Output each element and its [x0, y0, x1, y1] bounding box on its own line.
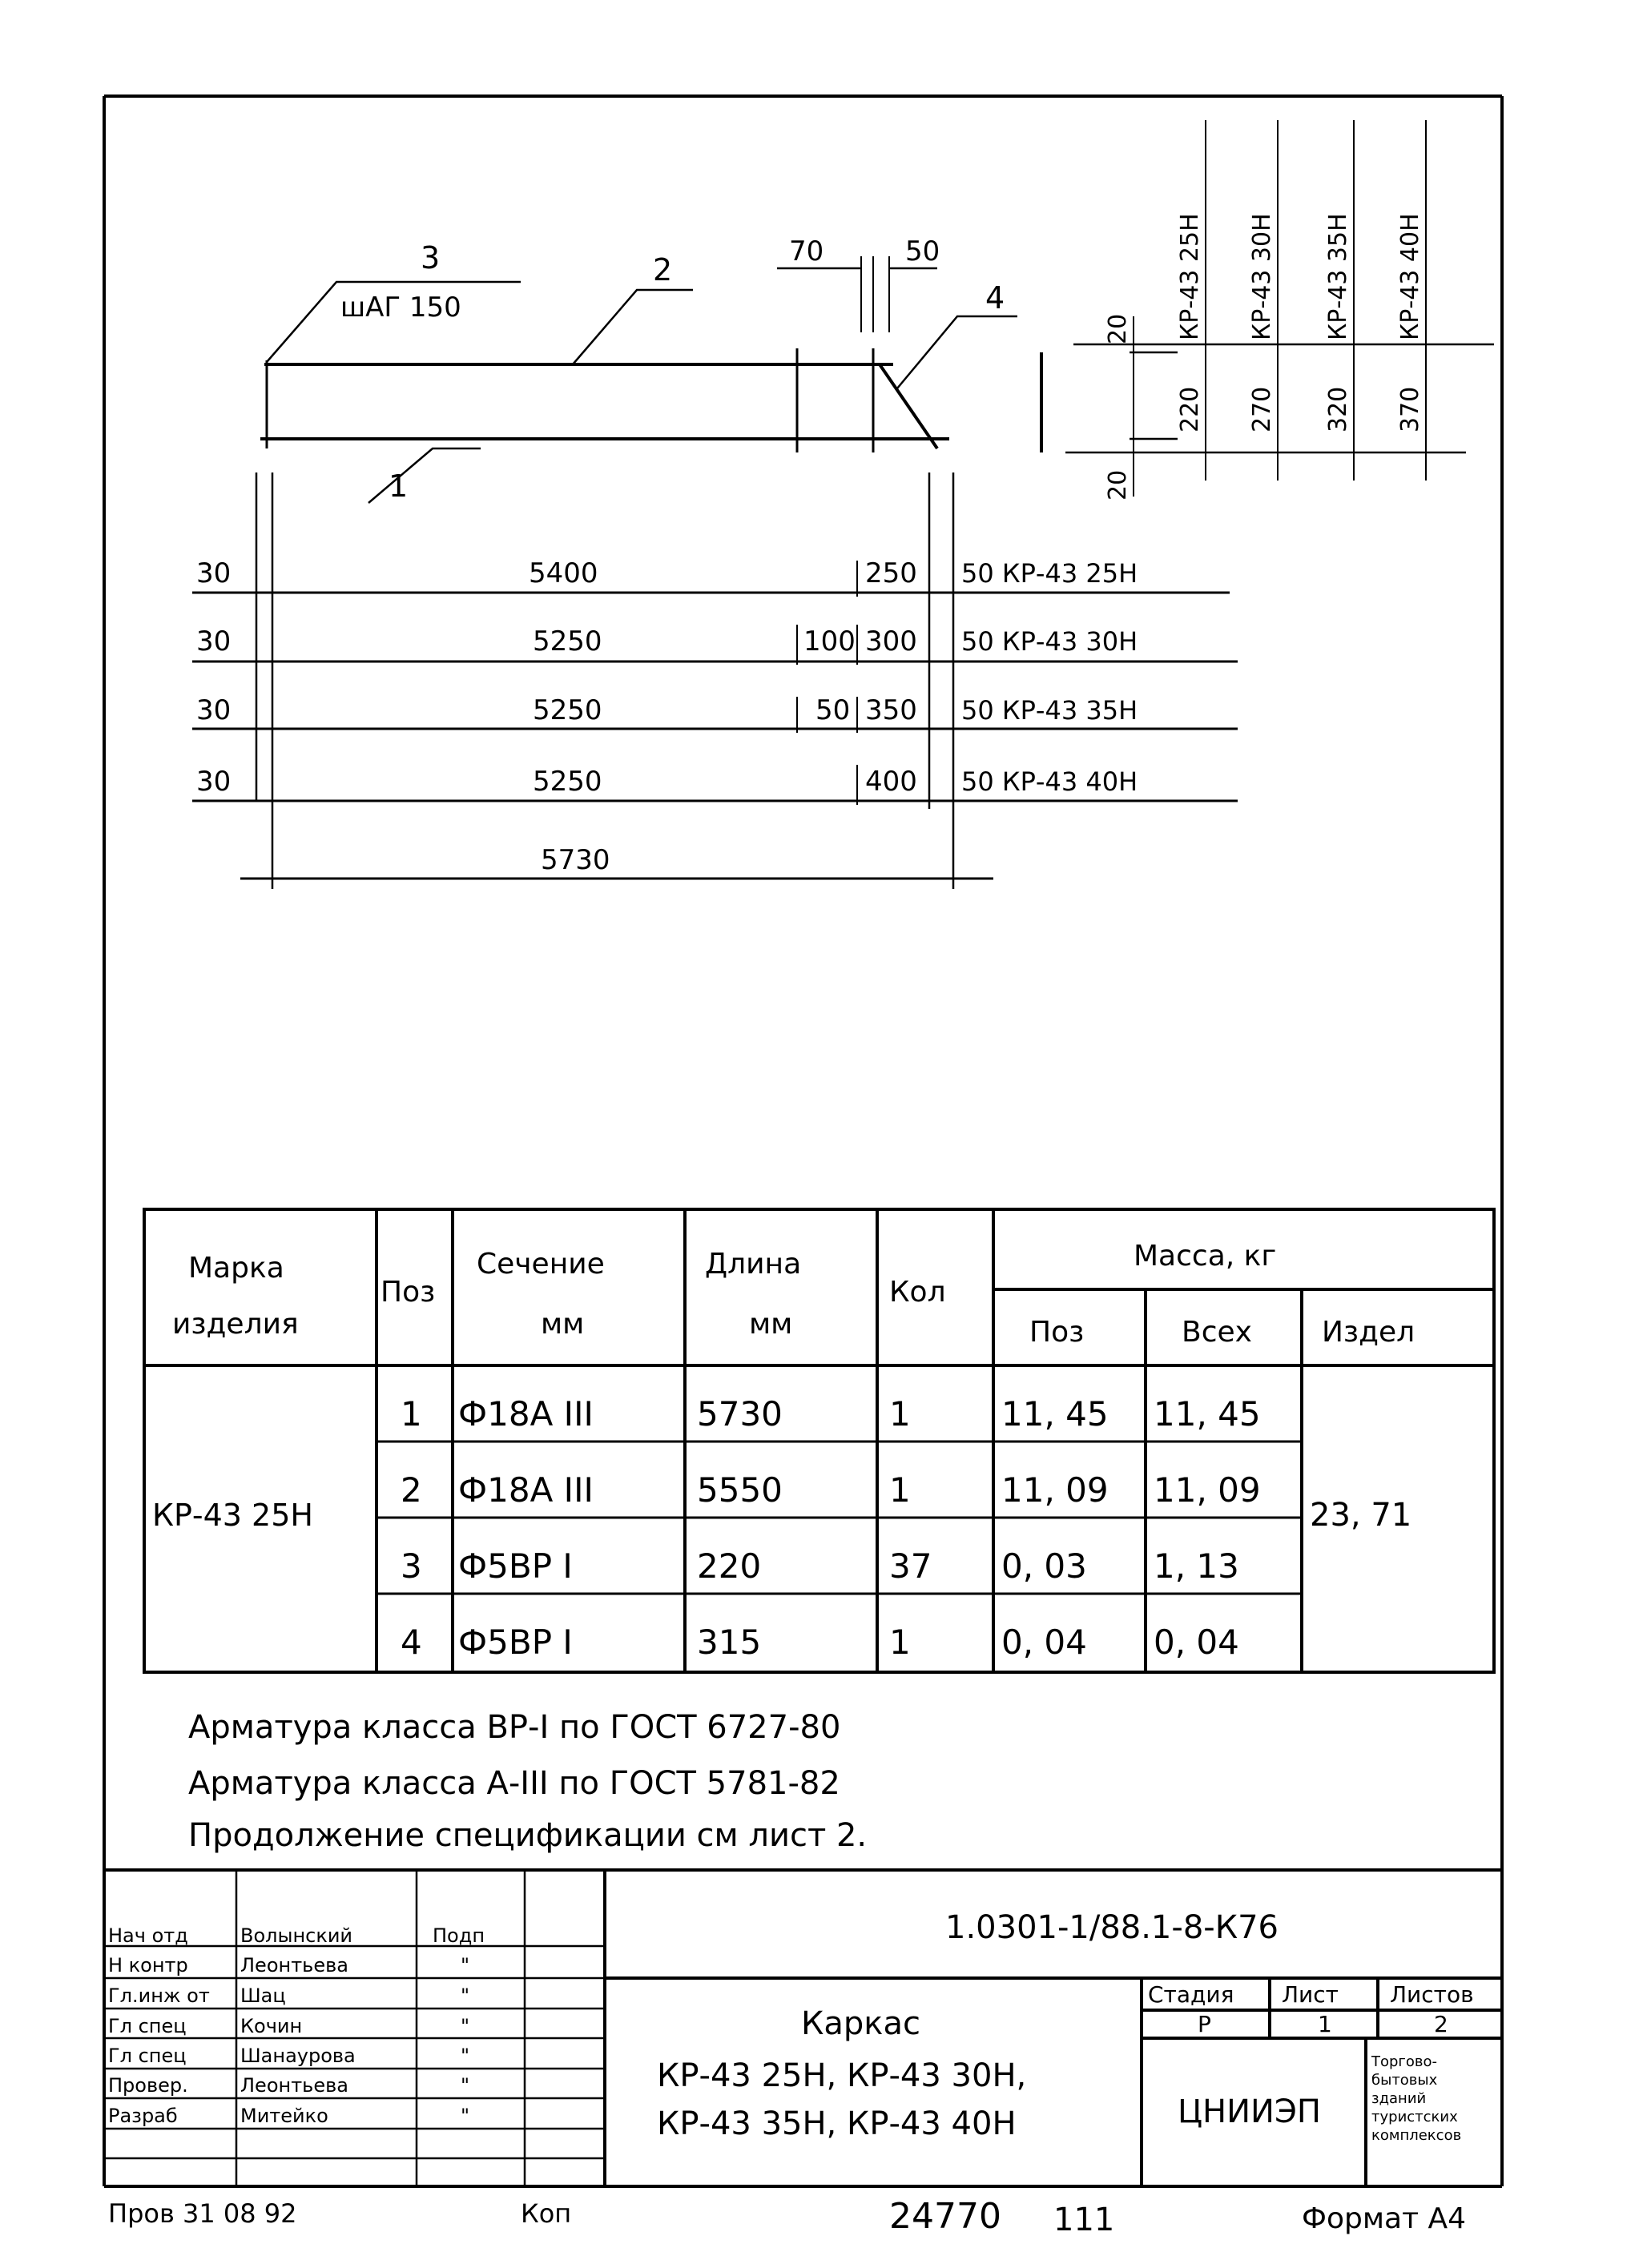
name-6: Леонтьева	[240, 2074, 348, 2097]
step-label: шАГ 150	[340, 292, 461, 324]
total-dim: 5730	[541, 844, 610, 876]
stage-value: Р	[1198, 2011, 1211, 2037]
footer-prov: Пров 31 08 92	[108, 2198, 297, 2229]
footer-number: 24770	[889, 2196, 1001, 2237]
row2-tail: 50 КР-43 30Н	[961, 626, 1138, 657]
sheet-label: Лист	[1282, 1981, 1339, 2008]
r1-mpos: 11, 45	[1001, 1394, 1109, 1434]
role-3: Гл.инж от	[108, 1984, 210, 2007]
r1-length: 5730	[697, 1394, 783, 1434]
section-bottom-dim: 20	[1104, 469, 1132, 501]
sheet-frame	[104, 96, 1502, 2186]
r4-qty: 1	[889, 1623, 911, 1662]
hdr-length-2: мм	[749, 1308, 793, 1341]
r1-qty: 1	[889, 1394, 911, 1434]
dim-50: 50	[905, 235, 940, 267]
name-1: Волынский	[240, 1924, 353, 1947]
sign-4: "	[461, 2015, 470, 2037]
drawing-labels	[196, 213, 1424, 876]
sign-2: "	[461, 1954, 470, 1976]
hdr-mass-all: Всех	[1182, 1316, 1252, 1349]
row2-main: 5250	[533, 625, 602, 657]
hdr-qty: Кол	[889, 1276, 946, 1309]
org-note-4: туристских	[1371, 2109, 1458, 2125]
section-height-1: 220	[1176, 386, 1204, 432]
section-height-4: 370	[1396, 386, 1424, 432]
r4-mpos: 0, 04	[1001, 1623, 1087, 1662]
stage-label: Стадия	[1148, 1981, 1234, 2008]
row1-main: 5400	[529, 557, 598, 589]
row3-right: 350	[865, 694, 917, 726]
spec-item-mass: 23, 71	[1310, 1497, 1412, 1534]
org-name: ЦНИИЭП	[1178, 2093, 1321, 2130]
r2-section: Ф18А III	[458, 1470, 594, 1510]
footer-format: Формат А4	[1302, 2202, 1467, 2235]
r3-section: Ф5ВР I	[458, 1546, 573, 1586]
name-5: Шанаурова	[240, 2045, 356, 2067]
row2-mid: 100	[803, 625, 856, 657]
name-3: Шац	[240, 1984, 286, 2007]
row4-tail: 50 КР-43 40Н	[961, 766, 1138, 797]
row1-left: 30	[196, 557, 232, 589]
role-4: Гл спец	[108, 2015, 187, 2037]
sign-3: "	[461, 1984, 470, 2007]
role-5: Гл спец	[108, 2045, 187, 2067]
row2-left: 30	[196, 625, 232, 657]
dim-70: 70	[789, 235, 824, 267]
footer-kop: Коп	[521, 2198, 572, 2229]
r2-qty: 1	[889, 1470, 911, 1510]
r1-pos: 1	[401, 1394, 422, 1434]
role-6: Провер.	[108, 2074, 188, 2097]
row2-right: 300	[865, 625, 917, 657]
row3-main: 5250	[533, 694, 602, 726]
r3-mall: 1, 13	[1154, 1546, 1239, 1586]
hdr-section-2: мм	[541, 1308, 585, 1341]
row3-left: 30	[196, 694, 232, 726]
row1-right: 250	[865, 557, 917, 589]
r3-length: 220	[697, 1546, 762, 1586]
sheet-value: 1	[1318, 2011, 1332, 2037]
r1-section: Ф18А III	[458, 1394, 594, 1434]
r2-pos: 2	[401, 1470, 422, 1510]
org-note-5: комплексов	[1371, 2127, 1462, 2144]
footer-extra: 111	[1053, 2202, 1115, 2238]
row4-right: 400	[865, 766, 917, 798]
section-mark-4: КР-43 40Н	[1396, 213, 1424, 340]
title-block	[104, 1870, 1502, 2186]
hdr-length-1: Длина	[705, 1248, 802, 1281]
name-4: Кочин	[240, 2015, 303, 2037]
section-mark-2: КР-43 30Н	[1248, 213, 1276, 340]
role-1: Нач отд	[108, 1924, 188, 1947]
row4-main: 5250	[533, 766, 602, 798]
row3-mid: 50	[815, 694, 851, 726]
role-7: Разраб	[108, 2105, 178, 2127]
hdr-mark-1: Марка	[188, 1252, 284, 1285]
section-mark-3: КР-43 35Н	[1324, 213, 1352, 340]
hdr-mass-item: Издел	[1322, 1316, 1415, 1349]
doc-code: 1.0301-1/88.1-8-К76	[945, 1909, 1279, 1946]
r4-section: Ф5ВР I	[458, 1623, 573, 1662]
title-line-3: КР-43 35Н, КР-43 40Н	[657, 2105, 1017, 2142]
hdr-mass: Масса, кг	[1134, 1240, 1277, 1273]
r3-qty: 37	[889, 1546, 932, 1586]
r3-mpos: 0, 03	[1001, 1546, 1087, 1586]
name-7: Митейко	[240, 2105, 328, 2127]
spec-mark: КР-43 25Н	[152, 1498, 313, 1533]
title-line-1: Каркас	[801, 2005, 920, 2042]
r2-mpos: 11, 09	[1001, 1470, 1109, 1510]
hdr-section-1: Сечение	[477, 1248, 605, 1281]
r2-mall: 11, 09	[1154, 1470, 1261, 1510]
notes	[188, 1709, 867, 1854]
r4-pos: 4	[401, 1623, 422, 1662]
sheets-label: Листов	[1390, 1981, 1474, 2008]
title-line-2: КР-43 25Н, КР-43 30Н,	[657, 2057, 1027, 2094]
row1-tail: 50 КР-43 25Н	[961, 558, 1138, 589]
note-2: Арматура класса А-III по ГОСТ 5781-82	[188, 1765, 840, 1802]
role-2: Н контр	[108, 1954, 188, 1976]
r3-pos: 3	[401, 1546, 422, 1586]
row4-left: 30	[196, 766, 232, 798]
pos-label-4: 4	[985, 280, 1005, 316]
reinforcement-drawing	[192, 120, 1494, 889]
org-note-1: Торгово-	[1371, 2053, 1438, 2070]
section-mark-1: КР-43 25Н	[1176, 213, 1204, 340]
section-height-3: 320	[1324, 386, 1352, 432]
pos-label-2: 2	[653, 252, 673, 288]
hdr-mark-2: изделия	[172, 1308, 299, 1341]
hdr-mass-pos: Поз	[1029, 1316, 1085, 1349]
pos-label-1: 1	[389, 468, 409, 504]
note-3: Продолжение спецификации см лист 2.	[188, 1817, 868, 1854]
r4-length: 315	[697, 1623, 762, 1662]
note-1: Арматура класса ВР-I по ГОСТ 6727-80	[188, 1709, 841, 1746]
sign-7: "	[461, 2105, 470, 2127]
sign-5: "	[461, 2045, 470, 2067]
r1-mall: 11, 45	[1154, 1394, 1261, 1434]
sign-6: "	[461, 2074, 470, 2097]
inclined-bar	[880, 364, 937, 448]
spec-table	[144, 1209, 1494, 1672]
section-top-dim: 20	[1104, 313, 1132, 344]
section-height-2: 270	[1248, 386, 1276, 432]
row3-tail: 50 КР-43 35Н	[961, 695, 1138, 726]
footer	[108, 2196, 1466, 2238]
pos-label-3: 3	[421, 240, 441, 275]
r4-mall: 0, 04	[1154, 1623, 1239, 1662]
org-note-2: бытовых	[1371, 2072, 1438, 2089]
org-note-3: зданий	[1371, 2090, 1427, 2107]
sign-1: Подп	[433, 1924, 485, 1947]
sheets-value: 2	[1434, 2011, 1448, 2037]
hdr-pos: Поз	[381, 1276, 436, 1309]
r2-length: 5550	[697, 1470, 783, 1510]
name-2: Леонтьева	[240, 1954, 348, 1976]
